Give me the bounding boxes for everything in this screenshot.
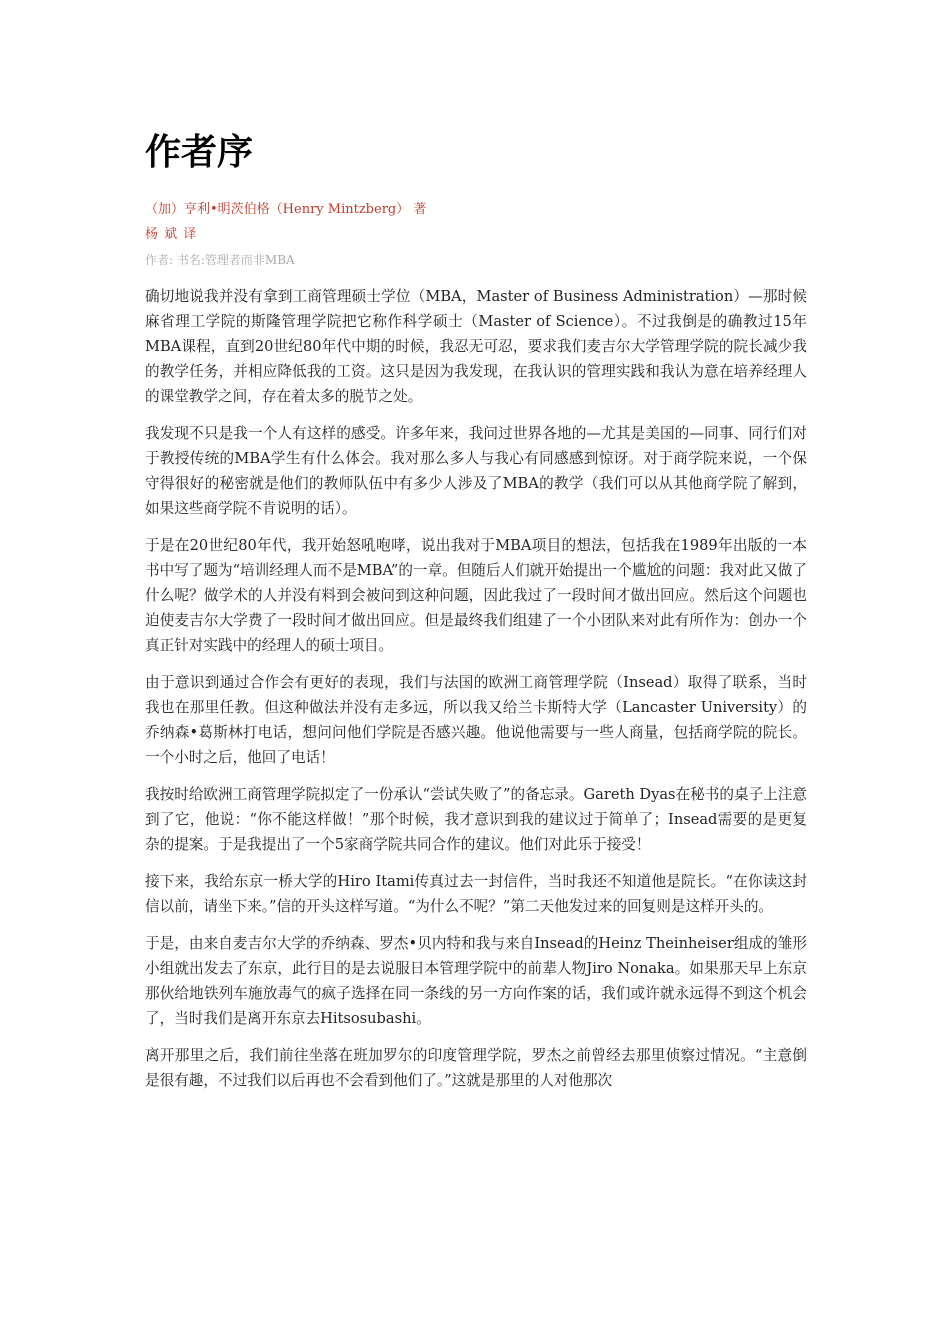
paragraph: 确切地说我并没有拿到工商管理硕士学位（MBA，Master of Business Administration）—那时候麻省理工学院的斯隆管理学院把它称作科学硕士（Master of Science）。不过我倒是的确教过15年MBA课程，直到20世纪80年代中期的时候，我忍无可忍，要求我们麦吉尔大学管理学院的院长减少我的教学任务，并相应降低我的工资。这只是因为我发现，在我认识的管理实践和我认为意在培养经理人的课堂教学之间，存在着太多的脱节之处。: [145, 288, 807, 405]
translator-line: 杨 斌 译: [145, 227, 198, 242]
paragraph: 我发现不只是我一个人有这样的感受。许多年来，我问过世界各地的—尤其是美国的—同事、同行们对于教授传统的MBA学生有什么体会。我对那么多人与我心有同感感到惊讶。对于商学院来说，一个保守得很好的秘密就是他们的教师队伍中有多少人涉及了MBA的教学（我们可以从其他商学院了解到，如果这些商学院不肯说明的话）。: [145, 425, 807, 517]
page-title: 作者序: [145, 131, 254, 173]
paragraph: 接下来，我给东京一桥大学的Hiro Itami传真过去一封信件，当时我还不知道他是院长。“在你读这封信以前，请坐下来。”信的开头这样写道。“为什么不呢？”第二天他发过来的回复则是这样开头的。: [145, 873, 807, 915]
source-line: 作者: 书名:管理者而非MBA: [145, 253, 295, 267]
body-text: [145, 284, 807, 1105]
paragraph: 于是，由来自麦吉尔大学的乔纳森、罗杰•贝内特和我与来自Insead的Heinz Theinheiser组成的雏形小组就出发去了东京，此行目的是去说服日本管理学院中的前辈人物Jiro Nonaka。如果那天早上东京那伙给地铁列车施放毒气的疯子选择在同一条线的另一方向作案的话，我们或许就永远得不到这个机会了，当时我们是离开东京去Hitsosubashi。: [145, 935, 807, 1027]
paragraph: 离开那里之后，我们前往坐落在班加罗尔的印度管理学院，罗杰之前曾经去那里侦察过情况。“主意倒是很有趣，不过我们以后再也不会看到他们了。”这就是那里的人对他那次: [145, 1047, 807, 1089]
paragraph: 由于意识到通过合作会有更好的表现，我们与法国的欧洲工商管理学院（Insead）取得了联系，当时我也在那里任教。但这种做法并没有走多远，所以我又给兰卡斯特大学（Lancaster University）的乔纳森•葛斯林打电话，想问问他们学院是否感兴趣。他说他需要与一些人商量，包括商学院的院长。一个小时之后，他回了电话！: [145, 674, 807, 766]
author-line: （加）亨利•明茨伯格（Henry Mintzberg） 著: [145, 202, 427, 217]
paragraph: 我按时给欧洲工商管理学院拟定了一份承认“尝试失败了”的备忘录。Gareth Dyas在秘书的桌子上注意到了它，他说：“你不能这样做！”那个时候，我才意识到我的建议过于简单了；Insead需要的是更复杂的提案。于是我提出了一个5家商学院共同合作的建议。他们对此乐于接受！: [145, 786, 807, 853]
paragraph: 于是在20世纪80年代，我开始怒吼咆哮，说出我对于MBA项目的想法，包括我在1989年出版的一本书中写了题为“培训经理人而不是MBA”的一章。但随后人们就开始提出一个尴尬的问题：我对此又做了什么呢？做学术的人并没有料到会被问到这种问题，因此我过了一段时间才做出回应。然后这个问题也迫使麦吉尔大学费了一段时间才做出回应。但是最终我们组建了一个小团队来对此有所作为：创办一个真正针对实践中的经理人的硕士项目。: [145, 537, 807, 654]
